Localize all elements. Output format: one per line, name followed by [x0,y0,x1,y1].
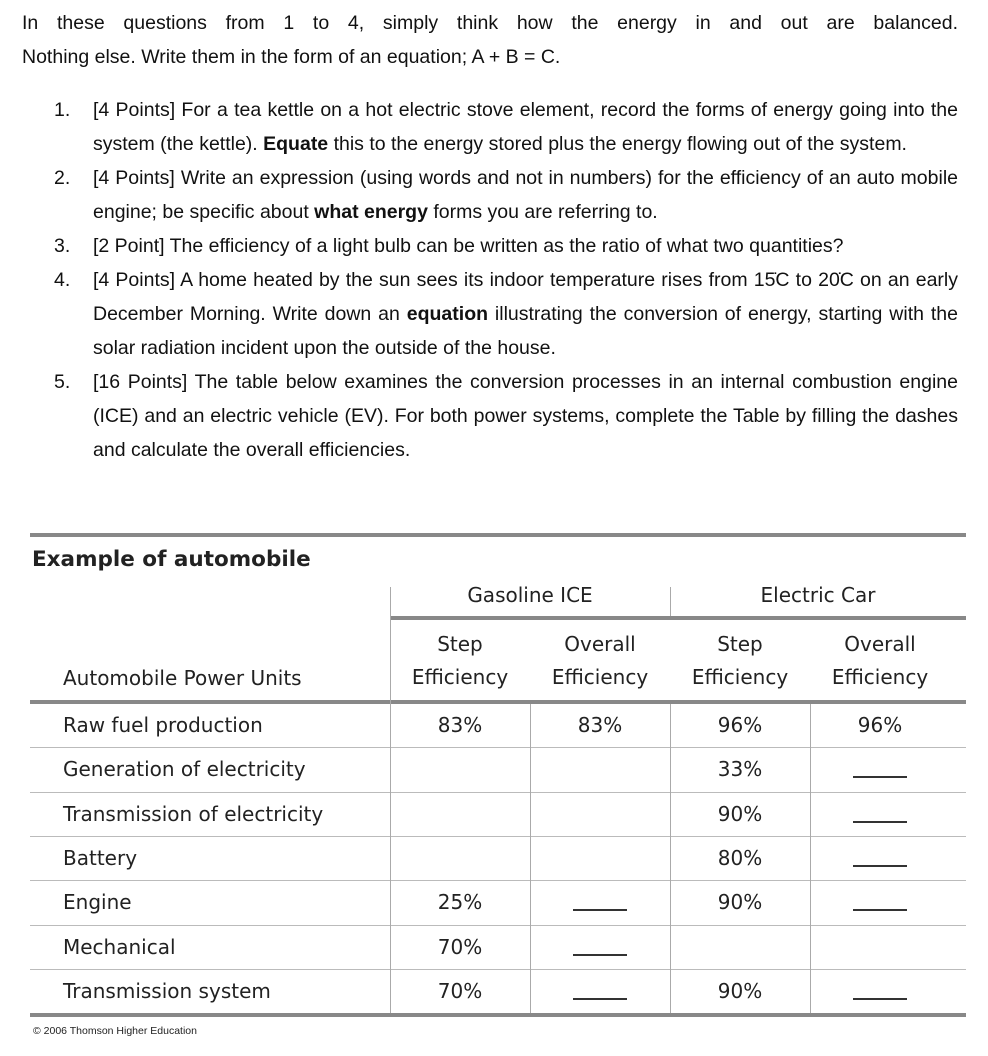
question-text-end: this to the energy stored plus the energy flowing out of the system. [328,133,907,155]
question-item [52,161,958,229]
efficiency-value: 80% [717,845,763,870]
column-divider [810,704,811,1013]
blank-answer-dash [853,776,907,778]
question-emphasis: equation [406,303,489,325]
efficiency-value: 83% [577,713,623,737]
blank-answer-dash [573,909,627,911]
copyright-note: © 2006 Thomson Higher Education [33,1025,197,1037]
row-label: Generation of electricity [63,757,306,782]
efficiency-value: 96% [857,713,903,737]
row-divider [30,836,966,837]
efficiency-value: 90% [717,801,763,826]
row-label: Transmission of electricity [63,801,324,826]
ev-step-header: Step Efficiency [691,632,789,689]
question-text: [16 Points] The table below examines the conversion processes in an internal combustion engine (ICE) and an electric vehicle (EV). For both power systems, complete the Table by filling the dashes and calculate the overall efficiencies. [93,371,958,461]
blank-answer-dash [853,998,907,1000]
question-text: [2 Point] The efficiency of a light bulb can be written as the ratio of what two quantities? [93,235,844,257]
question-item [52,365,958,467]
efficiency-table [30,533,966,1023]
efficiency-value: 90% [717,890,763,915]
efficiency-value: 70% [437,978,483,1003]
row-label: Raw fuel production [63,713,263,737]
header-bottom-rule [30,700,966,704]
efficiency-value: 90% [717,978,763,1003]
question-number: 2. [54,167,71,189]
question-item [52,263,958,365]
table-top-rule [30,533,966,537]
instructions [22,6,958,74]
question-text: [4 Points] A home heated by the sun sees its indoor temperature rises from 15̇C to 20̇C on an early December Morning. Write down an [93,269,958,325]
row-divider [30,747,966,748]
row-divider [30,925,966,926]
blank-answer-dash [853,865,907,867]
question-text-end: forms you are referring to. [427,201,658,223]
units-column-header: Automobile Power Units [63,666,302,690]
ev-overall-header: Overall Efficiency [831,632,929,689]
row-divider [30,880,966,881]
row-label: Transmission system [63,978,271,1003]
blank-answer-dash [853,909,907,911]
efficiency-value: 70% [437,934,483,959]
question-text-end: illustrating the conversion of energy, starting with the solar radiation incident upon the outside of the house. [93,303,958,359]
blank-answer-dash [573,998,627,1000]
efficiency-value: 96% [717,713,763,737]
question-number: 5. [54,371,71,393]
efficiency-value: 33% [717,757,763,782]
table-title: Example of automobile [32,547,311,572]
question-list [52,93,958,467]
question-item [52,229,958,263]
row-label: Engine [63,890,132,915]
question-number: 1. [54,99,71,121]
row-divider [30,969,966,970]
question-emphasis: Equate [263,133,329,155]
question-number: 4. [54,269,71,291]
row-label: Battery [63,845,138,870]
ice-step-header: Step Efficiency [411,632,509,689]
row-label: Mechanical [63,934,176,959]
blank-answer-dash [573,954,627,956]
instructions-line-2: Nothing else. Write them in the form of an equation; A + B = C. [22,46,561,68]
efficiency-value: 83% [437,713,483,737]
column-divider [390,704,391,1013]
group-header-electric-car: Electric Car [760,583,876,607]
efficiency-value: 25% [437,890,483,915]
question-item [52,93,958,161]
question-number: 3. [54,235,71,257]
column-divider [670,587,671,616]
column-divider [530,704,531,1013]
question-text: [4 Points] For a tea kettle on a hot electric stove element, record the forms of energy going into the system (the kettle). [93,99,958,155]
column-divider [670,704,671,1013]
group-header-rule [390,616,966,620]
group-header-gasoline-ice: Gasoline ICE [467,583,593,607]
blank-answer-dash [853,821,907,823]
table-bottom-rule [30,1013,966,1017]
row-divider [30,792,966,793]
ice-overall-header: Overall Efficiency [551,632,649,689]
instructions-line-1: In these questions from 1 to 4, simply think how the energy in and out are balanced. [22,12,958,34]
question-emphasis: what energy [314,201,428,223]
question-text: [4 Points] Write an expression (using words and not in numbers) for the efficiency of an auto mobile engine; be specific about [93,167,958,223]
